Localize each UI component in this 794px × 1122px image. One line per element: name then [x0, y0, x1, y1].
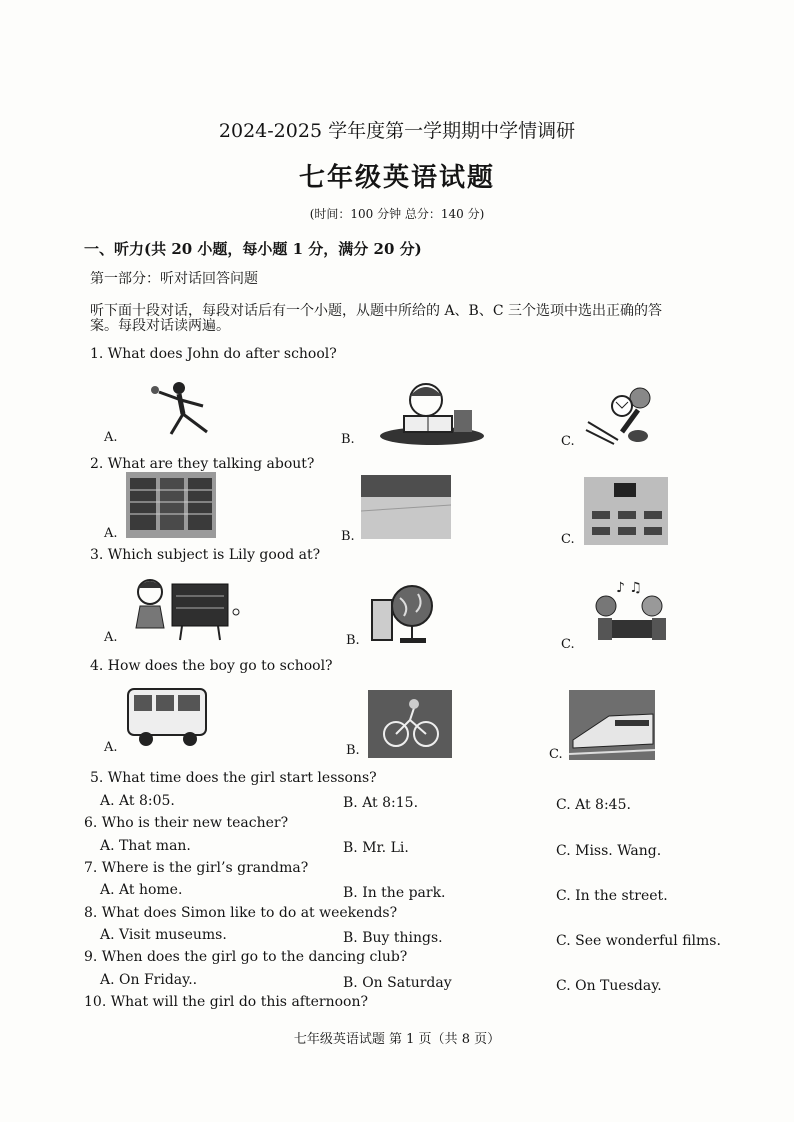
girl-at-blackboard-picture — [122, 572, 244, 642]
sports-field-picture — [361, 475, 451, 539]
classroom-picture — [584, 477, 668, 545]
part-heading: 第一部分：听对话回答问题 — [90, 271, 258, 287]
q5-option-a: A. At 8:05. — [100, 793, 175, 809]
q1-option-b-label: B. — [341, 432, 355, 447]
q7-option-b: B. In the park. — [343, 885, 446, 901]
q7-option-c: C. In the street. — [556, 888, 668, 904]
q9-option-a: A. On Friday.. — [100, 972, 198, 988]
section-heading: 一、听力(共 20 小题，每小题 1 分，满分 20 分) — [84, 240, 422, 258]
exam-subject: 七年级英语试题 — [298, 163, 495, 193]
question-2: 2. What are they talking about? — [90, 456, 315, 472]
q1-option-c-label: C. — [561, 434, 575, 449]
exam-info: (时间：100 分钟 总分：140 分) — [309, 207, 485, 221]
q3-option-c-label: C. — [561, 637, 575, 652]
q5-option-c: C. At 8:45. — [556, 797, 631, 813]
q4-option-c-label: C. — [549, 747, 563, 762]
question-6: 6. Who is their new teacher? — [84, 815, 289, 831]
q1-option-a-label: A. — [104, 430, 118, 445]
question-5: 5. What time does the girl start lessons? — [90, 770, 377, 786]
q7-option-a: A. At home. — [100, 882, 183, 898]
table-tennis-player-picture — [145, 378, 225, 440]
q8-option-a: A. Visit museums. — [100, 927, 227, 943]
q6-option-b: B. Mr. Li. — [343, 840, 409, 856]
question-3: 3. Which subject is Lily good at? — [90, 547, 321, 563]
question-8: 8. What does Simon like to do at weekends? — [84, 905, 398, 921]
question-9: 9. When does the girl go to the dancing club? — [84, 949, 408, 965]
q2-option-a-label: A. — [104, 526, 118, 541]
exam-title: 2024-2025 学年度第一学期期中学情调研 — [218, 120, 576, 142]
q6-option-a: A. That man. — [100, 838, 191, 854]
q9-option-b: B. On Saturday — [343, 975, 452, 991]
bicycle-picture — [368, 690, 452, 758]
instruction-line-2: 案。每段对话读两遍。 — [90, 318, 230, 334]
q8-option-b: B. Buy things. — [343, 930, 443, 946]
library-picture — [126, 472, 216, 538]
music-children-picture — [586, 576, 676, 648]
q3-option-b-label: B. — [346, 633, 360, 648]
q4-option-b-label: B. — [346, 743, 360, 758]
bus-picture — [126, 685, 210, 749]
question-4: 4. How does the boy go to school? — [90, 658, 333, 674]
q9-option-c: C. On Tuesday. — [556, 978, 662, 994]
train-picture — [569, 690, 655, 760]
q2-option-b-label: B. — [341, 529, 355, 544]
page-footer: 七年级英语试题 第 1 页（共 8 页） — [293, 1032, 501, 1047]
svg-text:♪ ♫: ♪ ♫ — [616, 580, 642, 596]
q3-option-a-label: A. — [104, 630, 118, 645]
question-10: 10. What will the girl do this afternoon? — [84, 994, 368, 1010]
q8-option-c: C. See wonderful films. — [556, 933, 721, 949]
football-boy-picture — [578, 382, 664, 448]
question-7: 7. Where is the girl’s grandma? — [84, 860, 309, 876]
question-1: 1. What does John do after school? — [90, 346, 337, 362]
q2-option-c-label: C. — [561, 532, 575, 547]
q6-option-c: C. Miss. Wang. — [556, 843, 662, 859]
q5-option-b: B. At 8:15. — [343, 795, 419, 811]
instruction-line-1: 听下面十段对话，每段对话后有一个小题，从题中所给的 A、B、C 三个选项中选出正确的答 — [90, 303, 663, 319]
q4-option-a-label: A. — [104, 740, 118, 755]
globe-and-book-picture — [368, 582, 440, 646]
reading-boy-picture — [378, 376, 486, 446]
